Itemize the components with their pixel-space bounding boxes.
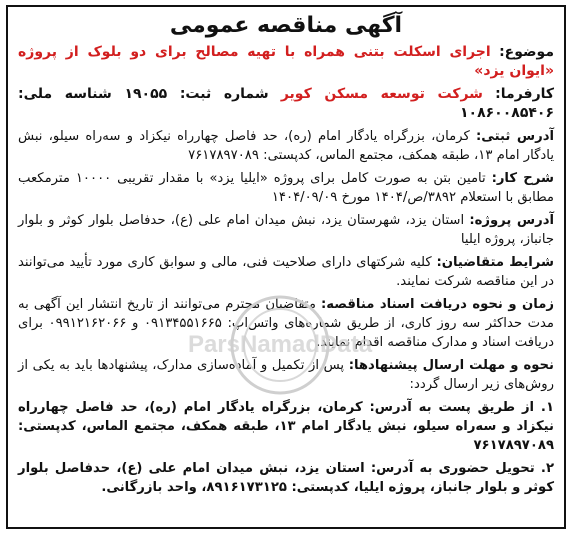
employer-paragraph <box>18 85 554 123</box>
work-description-text: تامین بتن به صورت کامل برای پروژه «ایلیا یزد» با مقدار تقریبی ۱۰۰۰۰ مترمکعب مطابق با استعلام ۳۸۹۲/ص/۱۴۰۴ مورخ ۱۴۰۴/۰۹/۰۹ <box>18 171 554 205</box>
employer-label: کارفرما: <box>495 86 555 102</box>
work-description-label: شرح کار: <box>491 171 554 186</box>
bidder-conditions-label: شرایط متقاضیان: <box>436 255 554 270</box>
notice-title: آگهی مناقصه عمومی <box>169 13 403 38</box>
registered-address-paragraph <box>18 127 554 165</box>
tender-notice <box>6 5 566 529</box>
bidder-conditions-text: کلیه شرکتهای دارای صلاحیت فنی، مالی و سوابق کاری مورد تأیید می‌توانند در این مناقصه شرکت نمایند. <box>18 255 554 289</box>
registered-address-text: کرمان، بزرگراه یادگار امام (ره)، حد فاصل چهارراه نیکزاد و سه‌راه سیلو، نبش یادگار امام ۱۳، طبقه همکف، مجتمع الماس، کدپستی: ۷۶۱۷۸۹۷۰۸۹ <box>18 129 554 163</box>
submission-text: پس از تکمیل و آماده‌سازی مدارک، پیشنهادها باید به یکی از روش‌های زیر ارسال گردد: <box>18 358 554 392</box>
subject-text: اجرای اسکلت بتنی همراه با تهیه مصالح برای دو بلوک از پروژه «ایوان یزد» <box>18 44 554 79</box>
submission-method-post: ۱. از طریق پست به آدرس: کرمان، بزرگراه یادگار امام (ره)، حد فاصل چهارراه نیکزاد و سه‌راه سیلو، نبش یادگار امام ۱۳، طبقه همکف، مجتمع الماس، کدپستی: ۷۶۱۷۸۹۷۰۸۹ <box>18 400 554 453</box>
subject-paragraph <box>18 43 554 81</box>
documents-paragraph <box>18 295 554 352</box>
work-description-paragraph <box>18 169 554 207</box>
documents-text: متقاضیان محترم می‌توانند از تاریخ انتشار این آگهی به مدت حداکثر سه روز کاری، از طریق شماره‌های واتس‌اپ: ۰۹۱۳۴۵۵۱۶۶۵ و ۰۹۹۱۲۱۶۲۰۶۶ برای دریافت اسناد و مدارک مناقصه اقدام نمایند. <box>18 297 554 350</box>
subject-label: موضوع: <box>499 44 554 60</box>
project-address-label: آدرس پروژه: <box>469 213 554 228</box>
employer-company: شرکت توسعه مسکن کویر <box>280 86 483 102</box>
project-address-text: استان یزد، شهرستان یزد، نبش میدان امام علی (ع)، حدفاصل بلوار کوثر و بلوار جانباز، پروژه ایلیا <box>18 213 554 247</box>
submission-label: نحوه و مهلت ارسال پیشنهادها: <box>348 358 554 373</box>
submission-paragraph <box>18 356 554 394</box>
bidder-conditions-paragraph <box>18 253 554 291</box>
watermark-text: ParsNamadData <box>187 331 373 358</box>
project-address-paragraph <box>18 211 554 249</box>
registered-address-label: آدرس ثبتی: <box>475 129 554 144</box>
employer-registration: شماره ثبت: ۱۹۰۵۵ شناسه ملی: ۱۰۸۶۰۰۸۵۴۰۶ <box>18 86 554 121</box>
submission-method-in-person: ۲. تحویل حضوری به آدرس: استان یزد، نبش میدان امام علی (ع)، حدفاصل بلوار کوثر و بلوار جانباز، پروژه ایلیا، کدپستی: ۸۹۱۶۱۷۳۱۲۵، واحد بازرگانی. <box>18 461 554 495</box>
documents-label: زمان و نحوه دریافت اسناد مناقصه: <box>321 297 554 312</box>
